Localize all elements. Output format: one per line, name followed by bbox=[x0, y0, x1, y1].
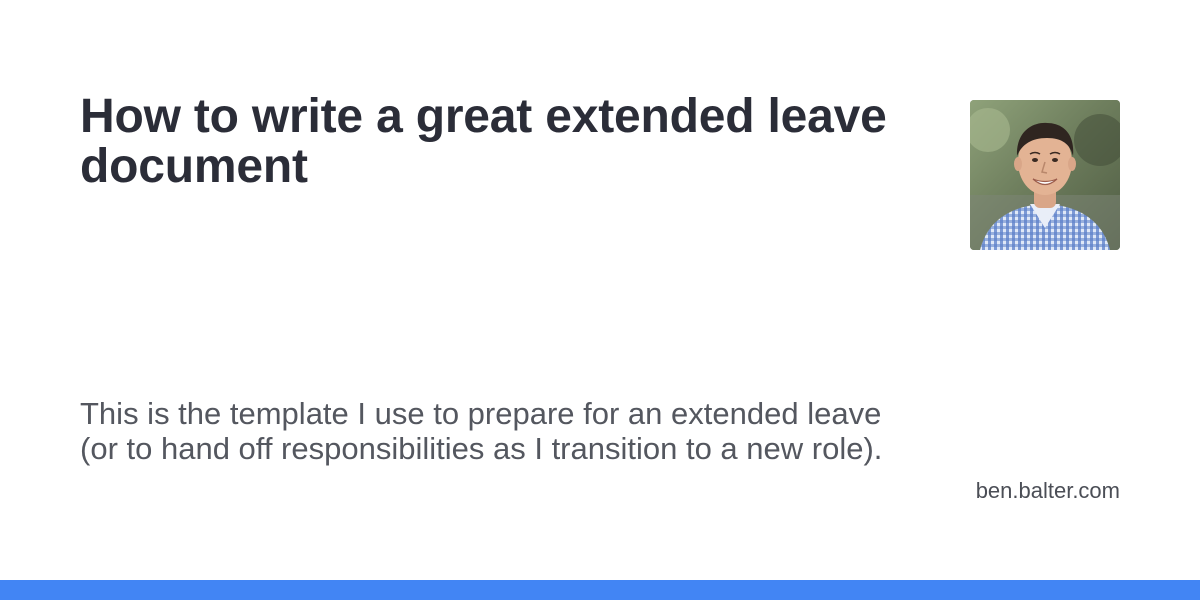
page-description: This is the template I use to prepare for an extended leave (or to hand off responsibilities as I transition to a new role). bbox=[80, 396, 883, 466]
author-portrait-icon bbox=[970, 100, 1120, 250]
accent-bar bbox=[0, 580, 1200, 600]
author-avatar bbox=[970, 100, 1120, 250]
page-title: How to write a great extended leave document bbox=[80, 90, 887, 193]
site-domain: ben.balter.com bbox=[975, 478, 1120, 503]
